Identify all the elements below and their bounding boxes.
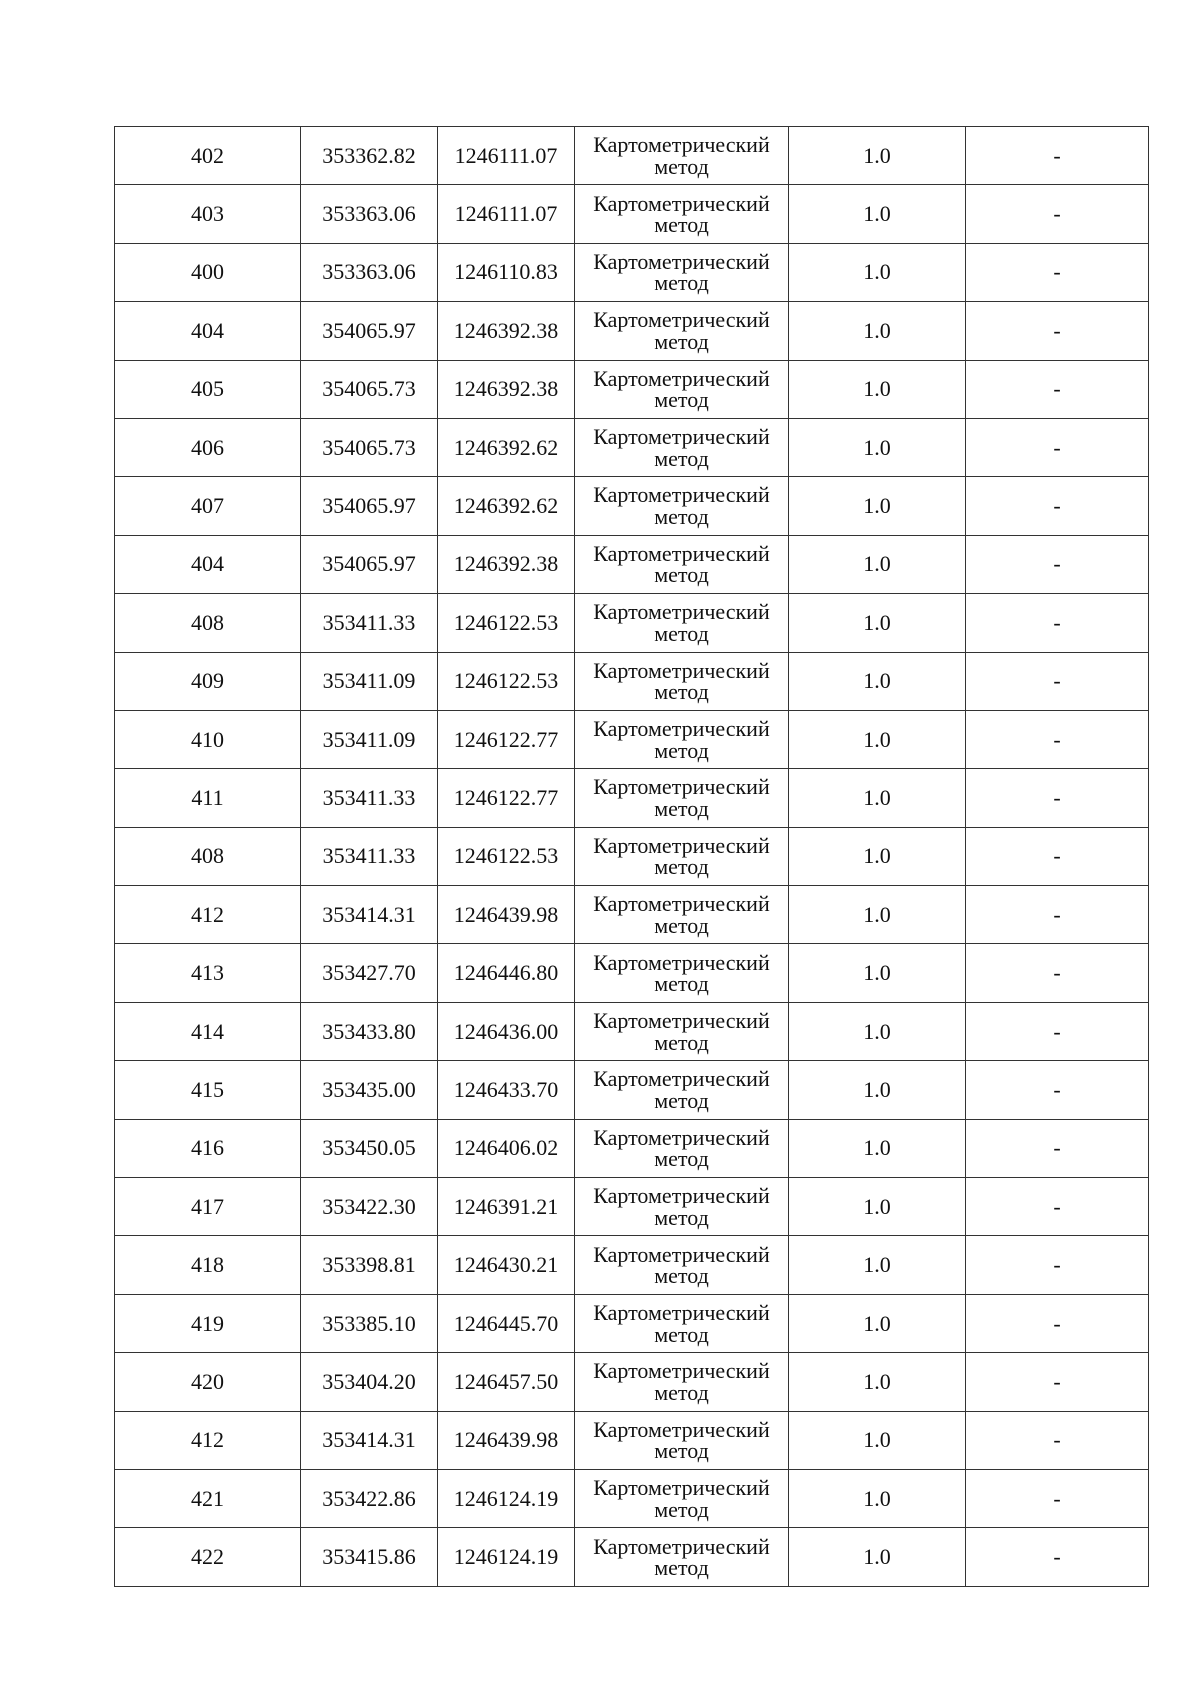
accuracy-cell: 1.0 <box>789 185 966 243</box>
y-coordinate-cell: 1246445.70 <box>438 1294 575 1352</box>
method-cell: Картометрический метод <box>575 886 789 944</box>
note-cell: - <box>966 944 1149 1002</box>
point-number-cell: 403 <box>115 185 301 243</box>
method-cell: Картометрический метод <box>575 1178 789 1236</box>
method-cell: Картометрический метод <box>575 944 789 1002</box>
x-coordinate-cell: 353362.82 <box>301 127 438 185</box>
point-number-cell: 413 <box>115 944 301 1002</box>
y-coordinate-cell: 1246430.21 <box>438 1236 575 1294</box>
point-number-cell: 421 <box>115 1469 301 1527</box>
accuracy-cell: 1.0 <box>789 477 966 535</box>
x-coordinate-cell: 354065.97 <box>301 302 438 360</box>
note-cell: - <box>966 185 1149 243</box>
note-cell: - <box>966 1528 1149 1586</box>
table-row <box>115 1353 1149 1411</box>
accuracy-cell: 1.0 <box>789 1002 966 1060</box>
x-coordinate-cell: 353404.20 <box>301 1353 438 1411</box>
method-cell: Картометрический метод <box>575 127 789 185</box>
x-coordinate-cell: 353415.86 <box>301 1528 438 1586</box>
point-number-cell: 408 <box>115 594 301 652</box>
table-row <box>115 360 1149 418</box>
note-cell: - <box>966 127 1149 185</box>
y-coordinate-cell: 1246124.19 <box>438 1469 575 1527</box>
point-number-cell: 406 <box>115 418 301 476</box>
accuracy-cell: 1.0 <box>789 1061 966 1119</box>
y-coordinate-cell: 1246433.70 <box>438 1061 575 1119</box>
accuracy-cell: 1.0 <box>789 1528 966 1586</box>
x-coordinate-cell: 353433.80 <box>301 1002 438 1060</box>
accuracy-cell: 1.0 <box>789 594 966 652</box>
note-cell: - <box>966 710 1149 768</box>
point-number-cell: 416 <box>115 1119 301 1177</box>
table-row <box>115 302 1149 360</box>
y-coordinate-cell: 1246122.53 <box>438 594 575 652</box>
method-cell: Картометрический метод <box>575 1294 789 1352</box>
y-coordinate-cell: 1246392.38 <box>438 302 575 360</box>
table-row <box>115 243 1149 301</box>
note-cell: - <box>966 1411 1149 1469</box>
accuracy-cell: 1.0 <box>789 1236 966 1294</box>
note-cell: - <box>966 360 1149 418</box>
x-coordinate-cell: 353411.33 <box>301 827 438 885</box>
accuracy-cell: 1.0 <box>789 769 966 827</box>
accuracy-cell: 1.0 <box>789 1469 966 1527</box>
x-coordinate-cell: 353398.81 <box>301 1236 438 1294</box>
y-coordinate-cell: 1246439.98 <box>438 886 575 944</box>
accuracy-cell: 1.0 <box>789 827 966 885</box>
point-number-cell: 411 <box>115 769 301 827</box>
method-cell: Картометрический метод <box>575 360 789 418</box>
point-number-cell: 422 <box>115 1528 301 1586</box>
accuracy-cell: 1.0 <box>789 243 966 301</box>
point-number-cell: 408 <box>115 827 301 885</box>
note-cell: - <box>966 243 1149 301</box>
accuracy-cell: 1.0 <box>789 127 966 185</box>
note-cell: - <box>966 827 1149 885</box>
accuracy-cell: 1.0 <box>789 944 966 1002</box>
method-cell: Картометрический метод <box>575 1061 789 1119</box>
x-coordinate-cell: 353385.10 <box>301 1294 438 1352</box>
method-cell: Картометрический метод <box>575 418 789 476</box>
x-coordinate-cell: 353450.05 <box>301 1119 438 1177</box>
y-coordinate-cell: 1246446.80 <box>438 944 575 1002</box>
x-coordinate-cell: 353363.06 <box>301 243 438 301</box>
point-number-cell: 402 <box>115 127 301 185</box>
accuracy-cell: 1.0 <box>789 418 966 476</box>
table-row <box>115 594 1149 652</box>
table-row <box>115 418 1149 476</box>
point-number-cell: 410 <box>115 710 301 768</box>
table-row <box>115 1411 1149 1469</box>
y-coordinate-cell: 1246392.62 <box>438 418 575 476</box>
x-coordinate-cell: 353414.31 <box>301 886 438 944</box>
table-row <box>115 185 1149 243</box>
x-coordinate-cell: 353411.09 <box>301 652 438 710</box>
accuracy-cell: 1.0 <box>789 302 966 360</box>
point-number-cell: 407 <box>115 477 301 535</box>
table-row <box>115 1294 1149 1352</box>
point-number-cell: 412 <box>115 886 301 944</box>
method-cell: Картометрический метод <box>575 710 789 768</box>
accuracy-cell: 1.0 <box>789 886 966 944</box>
point-number-cell: 404 <box>115 535 301 593</box>
method-cell: Картометрический метод <box>575 1002 789 1060</box>
table-row <box>115 769 1149 827</box>
note-cell: - <box>966 1469 1149 1527</box>
table-row <box>115 1002 1149 1060</box>
x-coordinate-cell: 353411.09 <box>301 710 438 768</box>
point-number-cell: 420 <box>115 1353 301 1411</box>
note-cell: - <box>966 594 1149 652</box>
x-coordinate-cell: 353363.06 <box>301 185 438 243</box>
y-coordinate-cell: 1246436.00 <box>438 1002 575 1060</box>
x-coordinate-cell: 354065.97 <box>301 535 438 593</box>
method-cell: Картометрический метод <box>575 535 789 593</box>
accuracy-cell: 1.0 <box>789 1119 966 1177</box>
accuracy-cell: 1.0 <box>789 710 966 768</box>
method-cell: Картометрический метод <box>575 477 789 535</box>
note-cell: - <box>966 1294 1149 1352</box>
table-row <box>115 652 1149 710</box>
x-coordinate-cell: 354065.97 <box>301 477 438 535</box>
y-coordinate-cell: 1246110.83 <box>438 243 575 301</box>
y-coordinate-cell: 1246111.07 <box>438 185 575 243</box>
table-row <box>115 1469 1149 1527</box>
x-coordinate-cell: 354065.73 <box>301 360 438 418</box>
note-cell: - <box>966 1178 1149 1236</box>
point-number-cell: 400 <box>115 243 301 301</box>
accuracy-cell: 1.0 <box>789 1178 966 1236</box>
y-coordinate-cell: 1246391.21 <box>438 1178 575 1236</box>
method-cell: Картометрический метод <box>575 1411 789 1469</box>
coordinates-table-body <box>115 127 1149 1587</box>
accuracy-cell: 1.0 <box>789 535 966 593</box>
point-number-cell: 417 <box>115 1178 301 1236</box>
method-cell: Картометрический метод <box>575 185 789 243</box>
table-row <box>115 944 1149 1002</box>
table-row <box>115 886 1149 944</box>
x-coordinate-cell: 353435.00 <box>301 1061 438 1119</box>
point-number-cell: 419 <box>115 1294 301 1352</box>
y-coordinate-cell: 1246392.62 <box>438 477 575 535</box>
method-cell: Картометрический метод <box>575 1119 789 1177</box>
note-cell: - <box>966 477 1149 535</box>
x-coordinate-cell: 353414.31 <box>301 1411 438 1469</box>
table-row <box>115 535 1149 593</box>
accuracy-cell: 1.0 <box>789 652 966 710</box>
y-coordinate-cell: 1246122.53 <box>438 652 575 710</box>
note-cell: - <box>966 652 1149 710</box>
accuracy-cell: 1.0 <box>789 360 966 418</box>
table-row <box>115 127 1149 185</box>
y-coordinate-cell: 1246122.77 <box>438 769 575 827</box>
note-cell: - <box>966 886 1149 944</box>
note-cell: - <box>966 535 1149 593</box>
x-coordinate-cell: 353411.33 <box>301 769 438 827</box>
point-number-cell: 418 <box>115 1236 301 1294</box>
note-cell: - <box>966 418 1149 476</box>
point-number-cell: 414 <box>115 1002 301 1060</box>
note-cell: - <box>966 1353 1149 1411</box>
table-row <box>115 1236 1149 1294</box>
x-coordinate-cell: 354065.73 <box>301 418 438 476</box>
point-number-cell: 405 <box>115 360 301 418</box>
y-coordinate-cell: 1246111.07 <box>438 127 575 185</box>
note-cell: - <box>966 302 1149 360</box>
method-cell: Картометрический метод <box>575 769 789 827</box>
y-coordinate-cell: 1246122.77 <box>438 710 575 768</box>
y-coordinate-cell: 1246122.53 <box>438 827 575 885</box>
y-coordinate-cell: 1246457.50 <box>438 1353 575 1411</box>
note-cell: - <box>966 769 1149 827</box>
table-row <box>115 1528 1149 1586</box>
y-coordinate-cell: 1246392.38 <box>438 360 575 418</box>
accuracy-cell: 1.0 <box>789 1411 966 1469</box>
method-cell: Картометрический метод <box>575 1528 789 1586</box>
y-coordinate-cell: 1246439.98 <box>438 1411 575 1469</box>
method-cell: Картометрический метод <box>575 652 789 710</box>
x-coordinate-cell: 353411.33 <box>301 594 438 652</box>
point-number-cell: 412 <box>115 1411 301 1469</box>
method-cell: Картометрический метод <box>575 594 789 652</box>
note-cell: - <box>966 1061 1149 1119</box>
note-cell: - <box>966 1119 1149 1177</box>
method-cell: Картометрический метод <box>575 243 789 301</box>
table-row <box>115 710 1149 768</box>
table-row <box>115 477 1149 535</box>
table-row <box>115 827 1149 885</box>
accuracy-cell: 1.0 <box>789 1353 966 1411</box>
method-cell: Картометрический метод <box>575 1236 789 1294</box>
x-coordinate-cell: 353427.70 <box>301 944 438 1002</box>
note-cell: - <box>966 1236 1149 1294</box>
method-cell: Картометрический метод <box>575 1469 789 1527</box>
method-cell: Картометрический метод <box>575 1353 789 1411</box>
y-coordinate-cell: 1246124.19 <box>438 1528 575 1586</box>
accuracy-cell: 1.0 <box>789 1294 966 1352</box>
x-coordinate-cell: 353422.86 <box>301 1469 438 1527</box>
table-row <box>115 1119 1149 1177</box>
note-cell: - <box>966 1002 1149 1060</box>
point-number-cell: 404 <box>115 302 301 360</box>
point-number-cell: 409 <box>115 652 301 710</box>
table-row <box>115 1178 1149 1236</box>
table-row <box>115 1061 1149 1119</box>
y-coordinate-cell: 1246392.38 <box>438 535 575 593</box>
method-cell: Картометрический метод <box>575 302 789 360</box>
x-coordinate-cell: 353422.30 <box>301 1178 438 1236</box>
coordinates-table <box>114 126 1149 1587</box>
method-cell: Картометрический метод <box>575 827 789 885</box>
point-number-cell: 415 <box>115 1061 301 1119</box>
y-coordinate-cell: 1246406.02 <box>438 1119 575 1177</box>
